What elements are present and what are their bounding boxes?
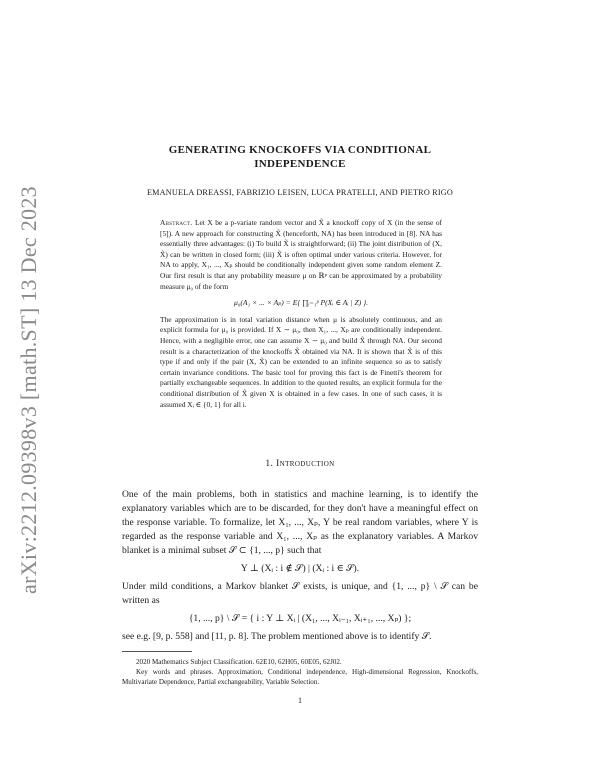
footnotes — [122, 657, 478, 687]
display-equation-1: Y ⊥ (Xᵢ : i ∉ 𝒮) | (Xᵢ : i ∈ 𝒮). — [240, 563, 360, 574]
footnote-divider — [122, 651, 192, 652]
arxiv-sidebar-stamp — [14, 186, 44, 594]
page-number: 1 — [298, 696, 302, 705]
footnote-keywords: Key words and phrases. Approximation, Conditional independence, High-dimensional Regression, Knockoffs, Multivariate Dependence, Partial exchangeability, Variable Selection. — [122, 668, 478, 686]
abstract — [160, 218, 442, 410]
body-paragraph-1: One of the main problems, both in statistics and machine learning, is to identify the explanatory variables which are to be discarded, for they don't have a meaningful effect on the response variable. To formalize, let X₁, ..., Xₚ, Y be real random variables, where Y is regarded as the response variable and X₁, ..., Xₚ as the explanatory variables. A Markov blanket is a minimal subset 𝒮 ⊂ {1, ..., p} such that — [122, 489, 478, 556]
footnote-msc: 2020 Mathematics Subject Classification. 62E10, 62H05, 60E05, 62J02. — [136, 658, 342, 666]
abstract-paragraph-2: The approximation is in total variation distance when μ is absolutely continuous, and an explicit formula for μ₀ is provided. If X ∼ μ₀, then X₁, ..., Xₚ are conditionally independent. Hence, with a negligible error, one can assume X ∼ μ₀ and build X̃ through NA. Our second result is a characterization of the knockoffs X̃ obtained via NA. It is shown that X̃ is of this type if and only if the pair (X, X̃) can be extended to an infinite sequence so as to satisfy certain invariance conditions. The basic tool for proving this fact is de Finetti's theorem for partially exchangeable sequences. In addition to the quoted results, an explicit formula for the conditional distribution of X̃ given X is obtained in a few cases. In one of such cases, it is assumed Xᵢ ∈ {0, 1} for all i. — [160, 314, 442, 409]
abstract-formula: μ₀(A₁ × ... × Aₚ) = E{ ∏ᵢ₌₁ᵖ P(Xᵢ ∈ Aᵢ | Z) }. — [233, 298, 369, 308]
title-line-2: INDEPENDENCE — [254, 158, 346, 170]
author-list: EMANUELA DREASSI, FABRIZIO LEISEN, LUCA PRATELLI, AND PIETRO RIGO — [146, 188, 453, 197]
display-equation-2: {1, ..., p} \ 𝒮 = { i : Y ⊥ Xᵢ | (X₁, ..., Xᵢ₋₁, Xᵢ₊₁, ..., Xₚ) }; — [188, 613, 412, 624]
abstract-paragraph-1 — [160, 218, 442, 292]
title-line-1: GENERATING KNOCKOFFS VIA CONDITIONAL — [168, 144, 432, 156]
section-heading-introduction: 1. Introduction — [265, 459, 335, 469]
paper-title — [150, 143, 450, 171]
body-paragraph-2: Under mild conditions, a Markov blanket 𝒮 exists, is unique, and {1, ..., p} \ 𝒮 can be written as — [122, 581, 478, 606]
abstract-text-1: Let X be a p-variate random vector and X̃ a knockoff copy of X (in the sense of [5]). A new approach for constructing X̃ (henceforth, NA) has been introduced in [8]. NA has essentially three advantages: (i) To build X̃ is straightforward; (ii) The joint distribution of (X, X̃) can be written in closed form; (iii) X̃ is often optimal under various criteria. However, for NA to apply, X₁, ..., Xₚ should be conditionally independent given some random element Z. Our first result is that any probability measure μ on ℝᵖ can be approximated by a probability measure μ₀ of the form — [160, 218, 442, 291]
abstract-label: Abstract. — [160, 218, 193, 227]
body-paragraph-3: see e.g. [9, p. 558] and [11, p. 8]. The problem mentioned above is to identify 𝒮. — [122, 631, 432, 642]
arxiv-identifier: arXiv:2212.09398v3 [math.ST] 13 Dec 2023 — [16, 186, 41, 594]
introduction-body — [122, 488, 478, 644]
